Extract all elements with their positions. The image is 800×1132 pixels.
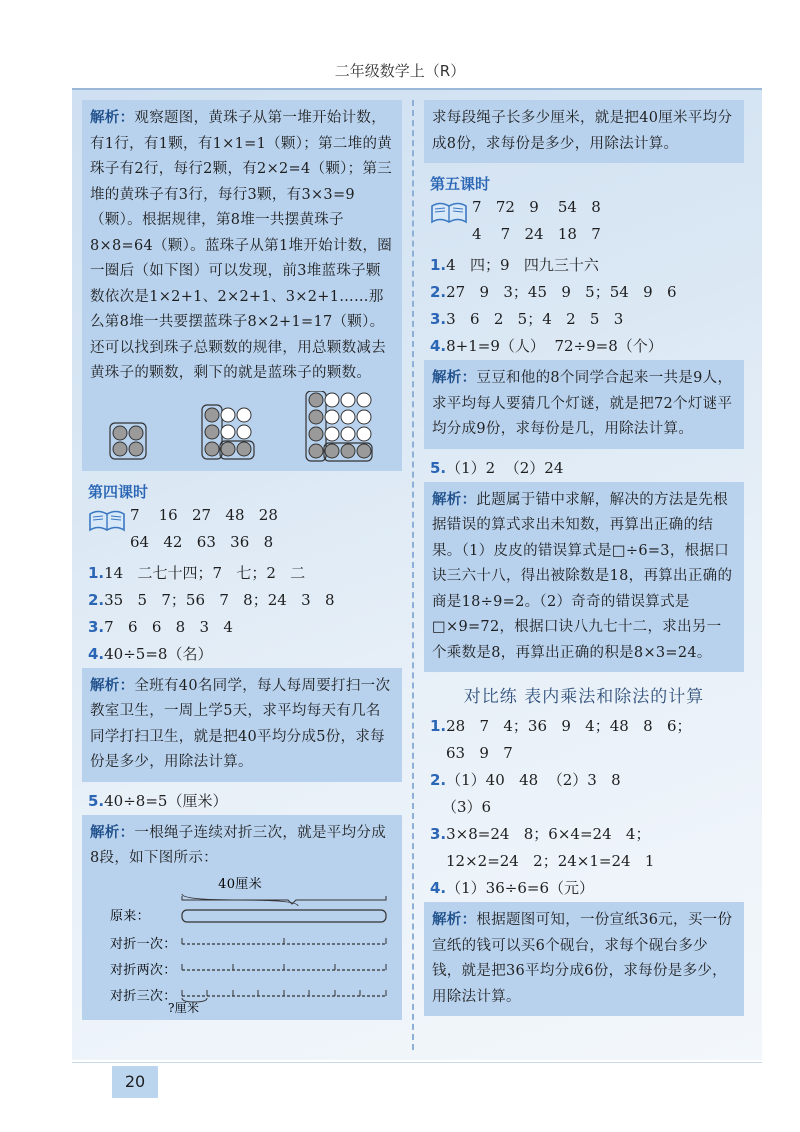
analysis-box-paper [424,902,744,1016]
answer-number: 3. [430,310,447,328]
answer-text: 3 6 2 5；4 2 5 3 [446,310,624,328]
answer-text: 14 二七十四；7 七；2 二 [104,563,306,582]
answer-number: 4. [88,644,105,663]
analysis-tag: 解析： [90,677,135,694]
compare-practice-title: 对比练 表内乘法和除法的计算 [463,687,705,707]
analysis-box-cleaning [82,668,402,782]
bead-pile-3 [306,391,372,461]
answer-line [424,713,744,740]
answer-line [82,614,402,641]
lesson4-book-answers [82,506,402,560]
left-column [82,100,402,1026]
rope-unknown-label: ?厘米 [168,1000,200,1014]
answer-line: （3）6 [442,798,492,816]
answer-text: 40÷5=8（名） [104,644,213,663]
analysis-box-beads [82,100,402,471]
analysis-tag: 解析： [432,370,477,386]
rope-length-label: 40厘米 [218,876,262,892]
analysis-box-rope [82,815,402,1020]
answer-line [424,455,744,482]
analysis-text: 豆豆和他的8个同学合起来一共是9人，求平均每人要猜几个灯谜，就是把72个灯谜平均分成9份，求每份是几，用除法计算。 [432,370,733,437]
answer-line [82,560,402,587]
book-answer-line: 64 42 63 36 8 [130,532,274,551]
answer-number: 2. [88,590,105,609]
answer-text: 27 9 3；45 9 5；54 9 6 [446,283,677,301]
answer-number: 3. [88,617,105,636]
answer-line: 63 9 7 [446,744,513,762]
rope-row-label: 原来： [110,908,150,924]
answer-line [424,279,744,306]
analysis-text: 根据题图可知，一份宣纸36元，买一份宣纸的钱可以买6个砚台，求每个砚台多少钱，就是把36平均分成6份，求每份是多少，用除法计算。 [432,912,733,1005]
answer-number: 1. [88,563,105,582]
answer-line [424,306,744,333]
book-answer-line: 4 7 24 18 7 [472,225,601,243]
answer-text: 7 6 6 8 3 4 [104,617,233,636]
analysis-box-errors [424,482,744,673]
analysis-tag: 解析： [90,824,135,841]
bead-pile-1 [110,423,146,459]
analysis-box-riddles [424,360,744,449]
answer-line [424,875,744,902]
answer-text: （1）36÷6=6（元） [446,879,594,897]
answer-line [424,767,744,794]
lesson5-book-answers [424,198,744,252]
answer-text: （1）40 48 （2）3 8 [446,771,621,789]
analysis-tag: 解析： [432,912,477,928]
open-book-icon [430,200,468,226]
answer-number: 5. [430,458,447,477]
answer-text: 28 7 4；36 9 4；48 8 6； [446,717,692,735]
column-divider [412,100,414,1050]
footer-rule [72,1062,762,1063]
answer-line [424,252,744,279]
answer-number: 1. [430,717,447,735]
answer-text: 8+1=9（人） 72÷9=8（个） [446,337,663,355]
page-number: 20 [112,1066,158,1098]
rope-row-label: 对折两次： [110,962,177,978]
analysis-text: 一根绳子连续对折三次，就是平均分成8段，如下图所示： [90,824,387,866]
answer-number: 2. [430,771,447,789]
open-book-icon [88,508,126,534]
answer-text: 40÷8=5（厘米） [104,791,228,810]
rope-original [182,910,386,922]
lesson5-title: 第五课时 [430,175,491,193]
answer-text: 4 四；9 四九三十六 [446,256,599,274]
analysis-text: 此题属于错中求解，解决的方法是先根据错误的算式求出未知数，再算出正确的结果。（1）皮皮的错误算式是□÷6=3，根据口诀三六十八，得出被除数是18，再算出正确的商是18÷9=2。（2）奇奇的错误算式是□×9=72，根据口诀八九七十二，求出另一个乘数是8，再算出正确的积是8×3=24。 [432,491,733,661]
bead-pile-2 [202,405,254,459]
book-answer-line: 7 72 9 54 8 [472,198,601,216]
book-answer-line: 7 16 27 48 28 [130,505,278,524]
answer-number: 4. [430,337,447,355]
rope-row-label: 对折三次： [110,988,177,1004]
answer-number: 4. [430,879,447,897]
answer-number: 1. [430,256,447,274]
analysis-tag: 解析： [432,491,477,508]
rope-diagram [90,874,390,1014]
analysis-tag: 解析： [90,110,135,126]
answer-line [424,333,744,360]
answer-line: 12×2=24 2；24×1=24 1 [446,852,655,870]
answer-line [424,821,744,848]
right-column [424,100,744,1022]
answer-number: 2. [430,283,447,301]
analysis-text: 全班有40名同学，每人每周要打扫一次教室卫生，一周上学5天，求平均每天有几名同学打扫卫生，就是把40平均分成5份，求每份是多少，用除法计算。 [90,677,391,770]
answer-line [82,788,402,815]
bead-diagram [90,391,390,463]
answer-text: 3×8=24 8；6×4=24 4； [446,825,651,843]
rope-row-label: 对折一次： [110,936,177,952]
answer-line [82,641,402,668]
answer-number: 5. [88,791,105,810]
answer-number: 3. [430,825,447,843]
analysis-box-continued [424,100,744,163]
lesson4-title: 第四课时 [88,482,149,501]
answer-text: （1）2 （2）24 [446,458,564,477]
analysis-text: 求每段绳子长多少厘米，就是把40厘米平均分成8份，求每份是多少，用除法计算。 [432,110,733,152]
analysis-text: 观察题图，黄珠子从第一堆开始计数，有1行，有1颗，有1×1=1（颗）；第二堆的黄珠子有2行，每行2颗，有2×2=4（颗）；第三堆的黄珠子有3行，每行3颗，有3×3=9（颗）。根据规律，第8堆一共摆黄珠子8×8=64（颗）。蓝珠子从第1堆开始计数，圈一圈后（如下图）可以发现，前3堆蓝珠子颗数依次是1×2+1、2×2+1、3×2+1……那么第8堆一共要摆蓝珠子8×2+1=17（颗）。还可以找到珠子总颗数的规律，用总颗数减去黄珠子的颗数，剩下的就是蓝珠子的颗数。 [90,110,393,381]
answer-text: 35 5 7；56 7 8；24 3 8 [104,590,335,609]
answer-line [82,587,402,614]
page-header: 二年级数学上（R） [334,62,466,80]
